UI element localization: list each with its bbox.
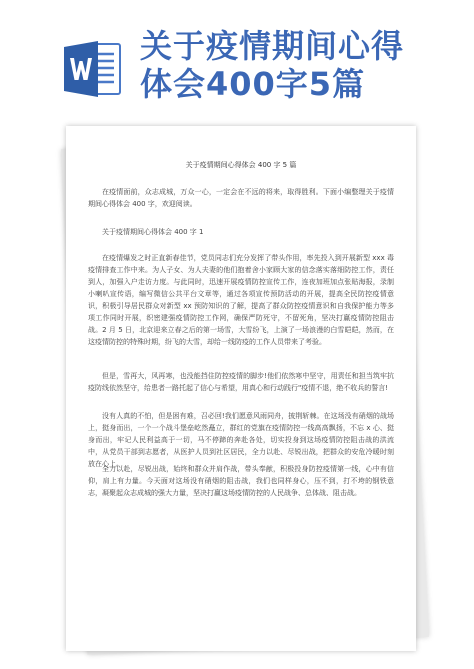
intro-paragraph: 在疫情面前，众志成城，万众一心，一定会在不远的将来，取得胜利。下面小编整理关于疫情期间心得体会 400 字，欢迎阅读。 <box>88 188 394 208</box>
body-paragraph-3: 没有人真的不怕，但是困有难，召必回!我们愿意风雨同舟，披荆斩棘。在这场没有硝烟的战场上，挺身而出，一个一个战斗堡垒屹然矗立，群红的党旗在疫情防控一线高高飘扬，不忘 x 心、挺身而出，牢记人民利益高于一切，马不停蹄的奔赴各处，切实投身到这场疫情防控阻击战的洪流中，从党员干部到志愿者，从医护人员到社区居民，全力以赴、尽锐出战，把群众的安危冷暖时刻放在心上。 <box>88 412 394 468</box>
page-title-line-1: 关于疫情期间心得 <box>140 27 405 65</box>
body-paragraph-2: 但是，雪再大，风再寒，也没能挡住防控疫情的脚步!他们依然寒中坚守，用责任和担当筑牢抗疫防线依然坚守，给患者一路托起了信心与希望，用真心和行动践行"疫情不退，绝不收兵的誓言! <box>88 372 394 392</box>
document-header <box>0 0 474 120</box>
document-page <box>66 126 416 651</box>
body-paragraph-4: 全力以赴，尽锐出战，始终和群众并肩作战，带头奉献，积极投身防控疫情第一线，心中有信仰，肩上有力量。今天面对这场没有硝烟的阻击战，我们也同样身心，压不到，打不垮的钢铁意志，凝聚起众志成城的强大力量，坚决打赢这场疫情防控的人民战争、总体战、阻击战。 <box>88 465 394 497</box>
page-title-line-2: 体会400字5篇 <box>140 65 366 103</box>
body-paragraph-1: 在疫情爆发之时正直新春佳节，党员同志们充分发挥了带头作用，率先投入到开展新型 xxx 毒疫情排查工作中来。为人子女、为人夫妻的他们抱着舍小家顾大家的信念落实落细防控工作，责任到人，加强入户走访力度。与此同时，迅速开展疫情防控宣传工作，连夜加班加点张贴海报，录制小喇叭宣传语，编写微信公共平台文章等，通过各项宣传预防活动的开展，提高全民防控疫情意识，积极引导居民群众对新型 xx 预防知识的了解，提高了群众防控疫情意识和自我保护能力等多项工作同时开展，织密建强疫情防控工作网，确保严防死守，不留死角，坚决打赢疫情防控阻击战。2 月 5 日，北京迎来立春之后的第一场雪，大雪纷飞，上演了一场浪漫的白雪皑皑，然而，在这疫情防控的特殊时期，纷飞的大雪，却给一线防疫的工作人员带来了考验。 <box>88 254 394 346</box>
document-title: 关于疫情期间心得体会 400 字 5 篇 <box>185 161 297 169</box>
section-subtitle: 关于疫情期间心得体会 400 字 1 <box>102 228 204 236</box>
word-icon <box>62 38 124 100</box>
